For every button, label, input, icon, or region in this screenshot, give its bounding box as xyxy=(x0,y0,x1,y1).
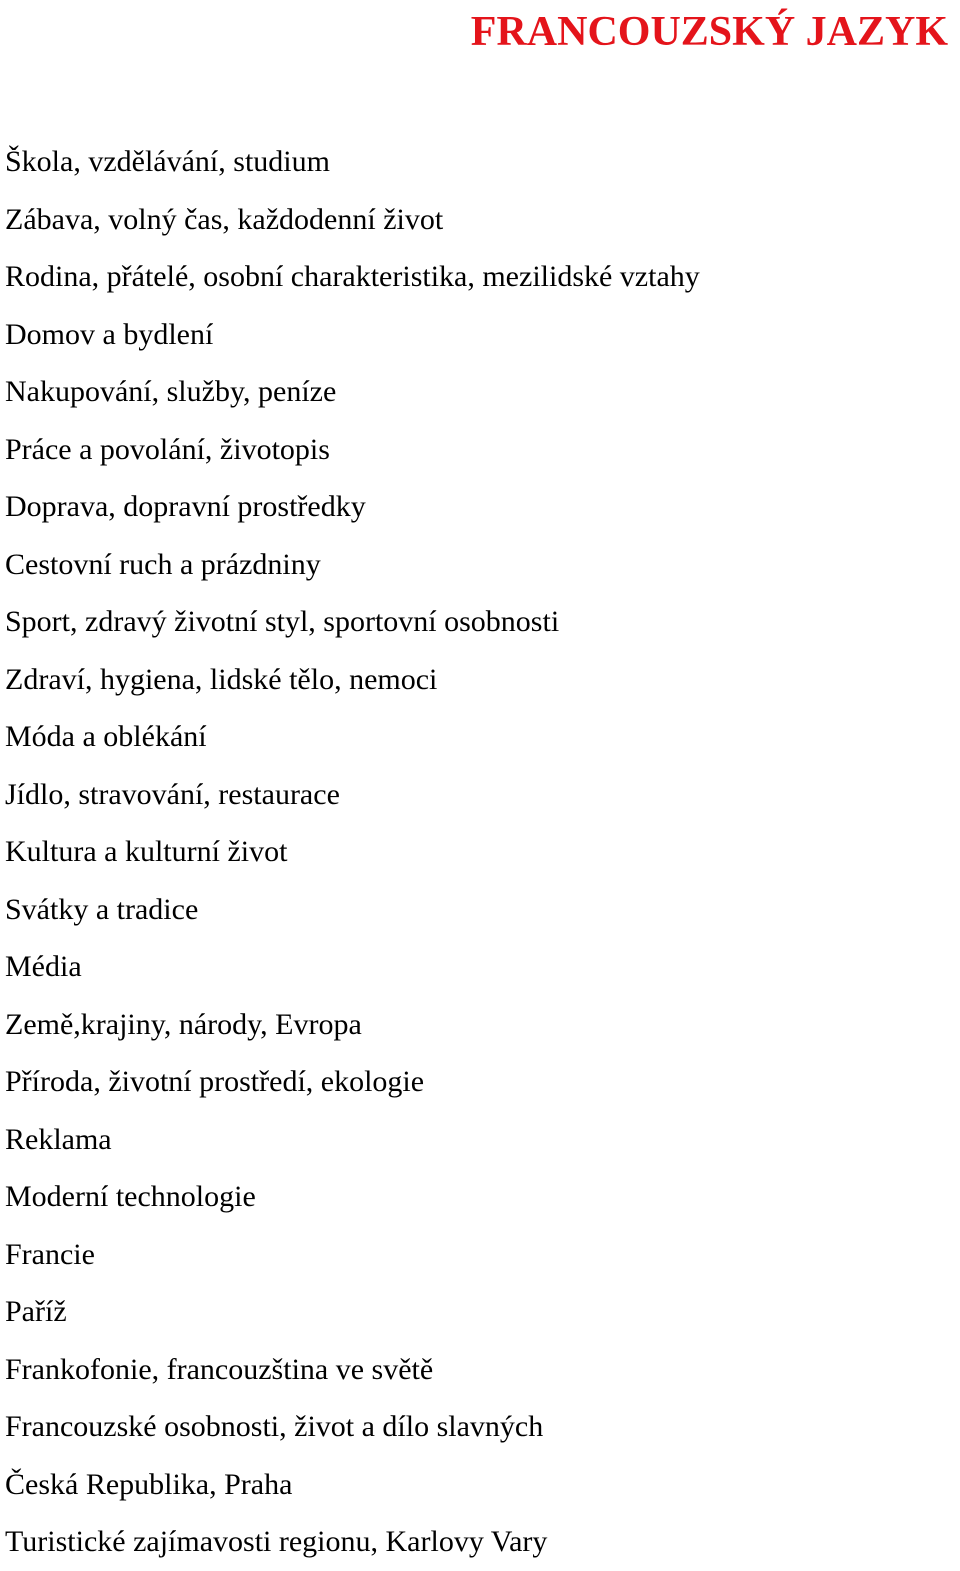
topic-item: Rodina, přátelé, osobní charakteristika, mezilidské vztahy xyxy=(5,260,700,293)
topic-item: Škola, vzdělávání, studium xyxy=(5,145,330,178)
topic-item: Turistické zajímavosti regionu, Karlovy Vary xyxy=(5,1525,548,1558)
topic-item: Francie xyxy=(5,1237,95,1271)
topic-item: Příroda, životní prostředí, ekologie xyxy=(5,1065,425,1098)
topic-item: Sport, zdravý životní styl, sportovní osobnosti xyxy=(5,605,560,638)
topic-item: Domov a bydlení xyxy=(5,317,214,351)
topic-item: Móda a oblékání xyxy=(5,720,207,753)
topic-item: Cestovní ruch a prázdniny xyxy=(5,547,321,581)
topic-item: Práce a povolání, životopis xyxy=(5,432,330,466)
page-title: FRANCOUZSKÝ JAZYK xyxy=(470,9,948,55)
topic-item: Nakupování, služby, peníze xyxy=(5,375,337,408)
topic-item: Svátky a tradice xyxy=(5,892,199,926)
topic-item: Země,krajiny, národy, Evropa xyxy=(5,1007,362,1041)
topic-item: Francouzské osobnosti, život a dílo slavných xyxy=(5,1410,544,1443)
topic-item: Jídlo, stravování, restaurace xyxy=(5,777,340,811)
topic-item: Média xyxy=(5,950,82,983)
topic-item: Česká Republika, Praha xyxy=(5,1467,293,1501)
topic-item: Frankofonie, francouzština ve světě xyxy=(5,1352,434,1386)
topic-item: Moderní technologie xyxy=(5,1180,256,1213)
topic-list xyxy=(5,133,700,1571)
topic-item: Zdraví, hygiena, lidské tělo, nemoci xyxy=(5,662,438,696)
topic-item: Doprava, dopravní prostředky xyxy=(5,490,366,523)
topic-item: Reklama xyxy=(5,1122,112,1156)
topic-item: Zábava, volný čas, každodenní život xyxy=(5,202,444,236)
topic-item: Paříž xyxy=(5,1295,67,1328)
topic-item: Kultura a kulturní život xyxy=(5,835,288,868)
